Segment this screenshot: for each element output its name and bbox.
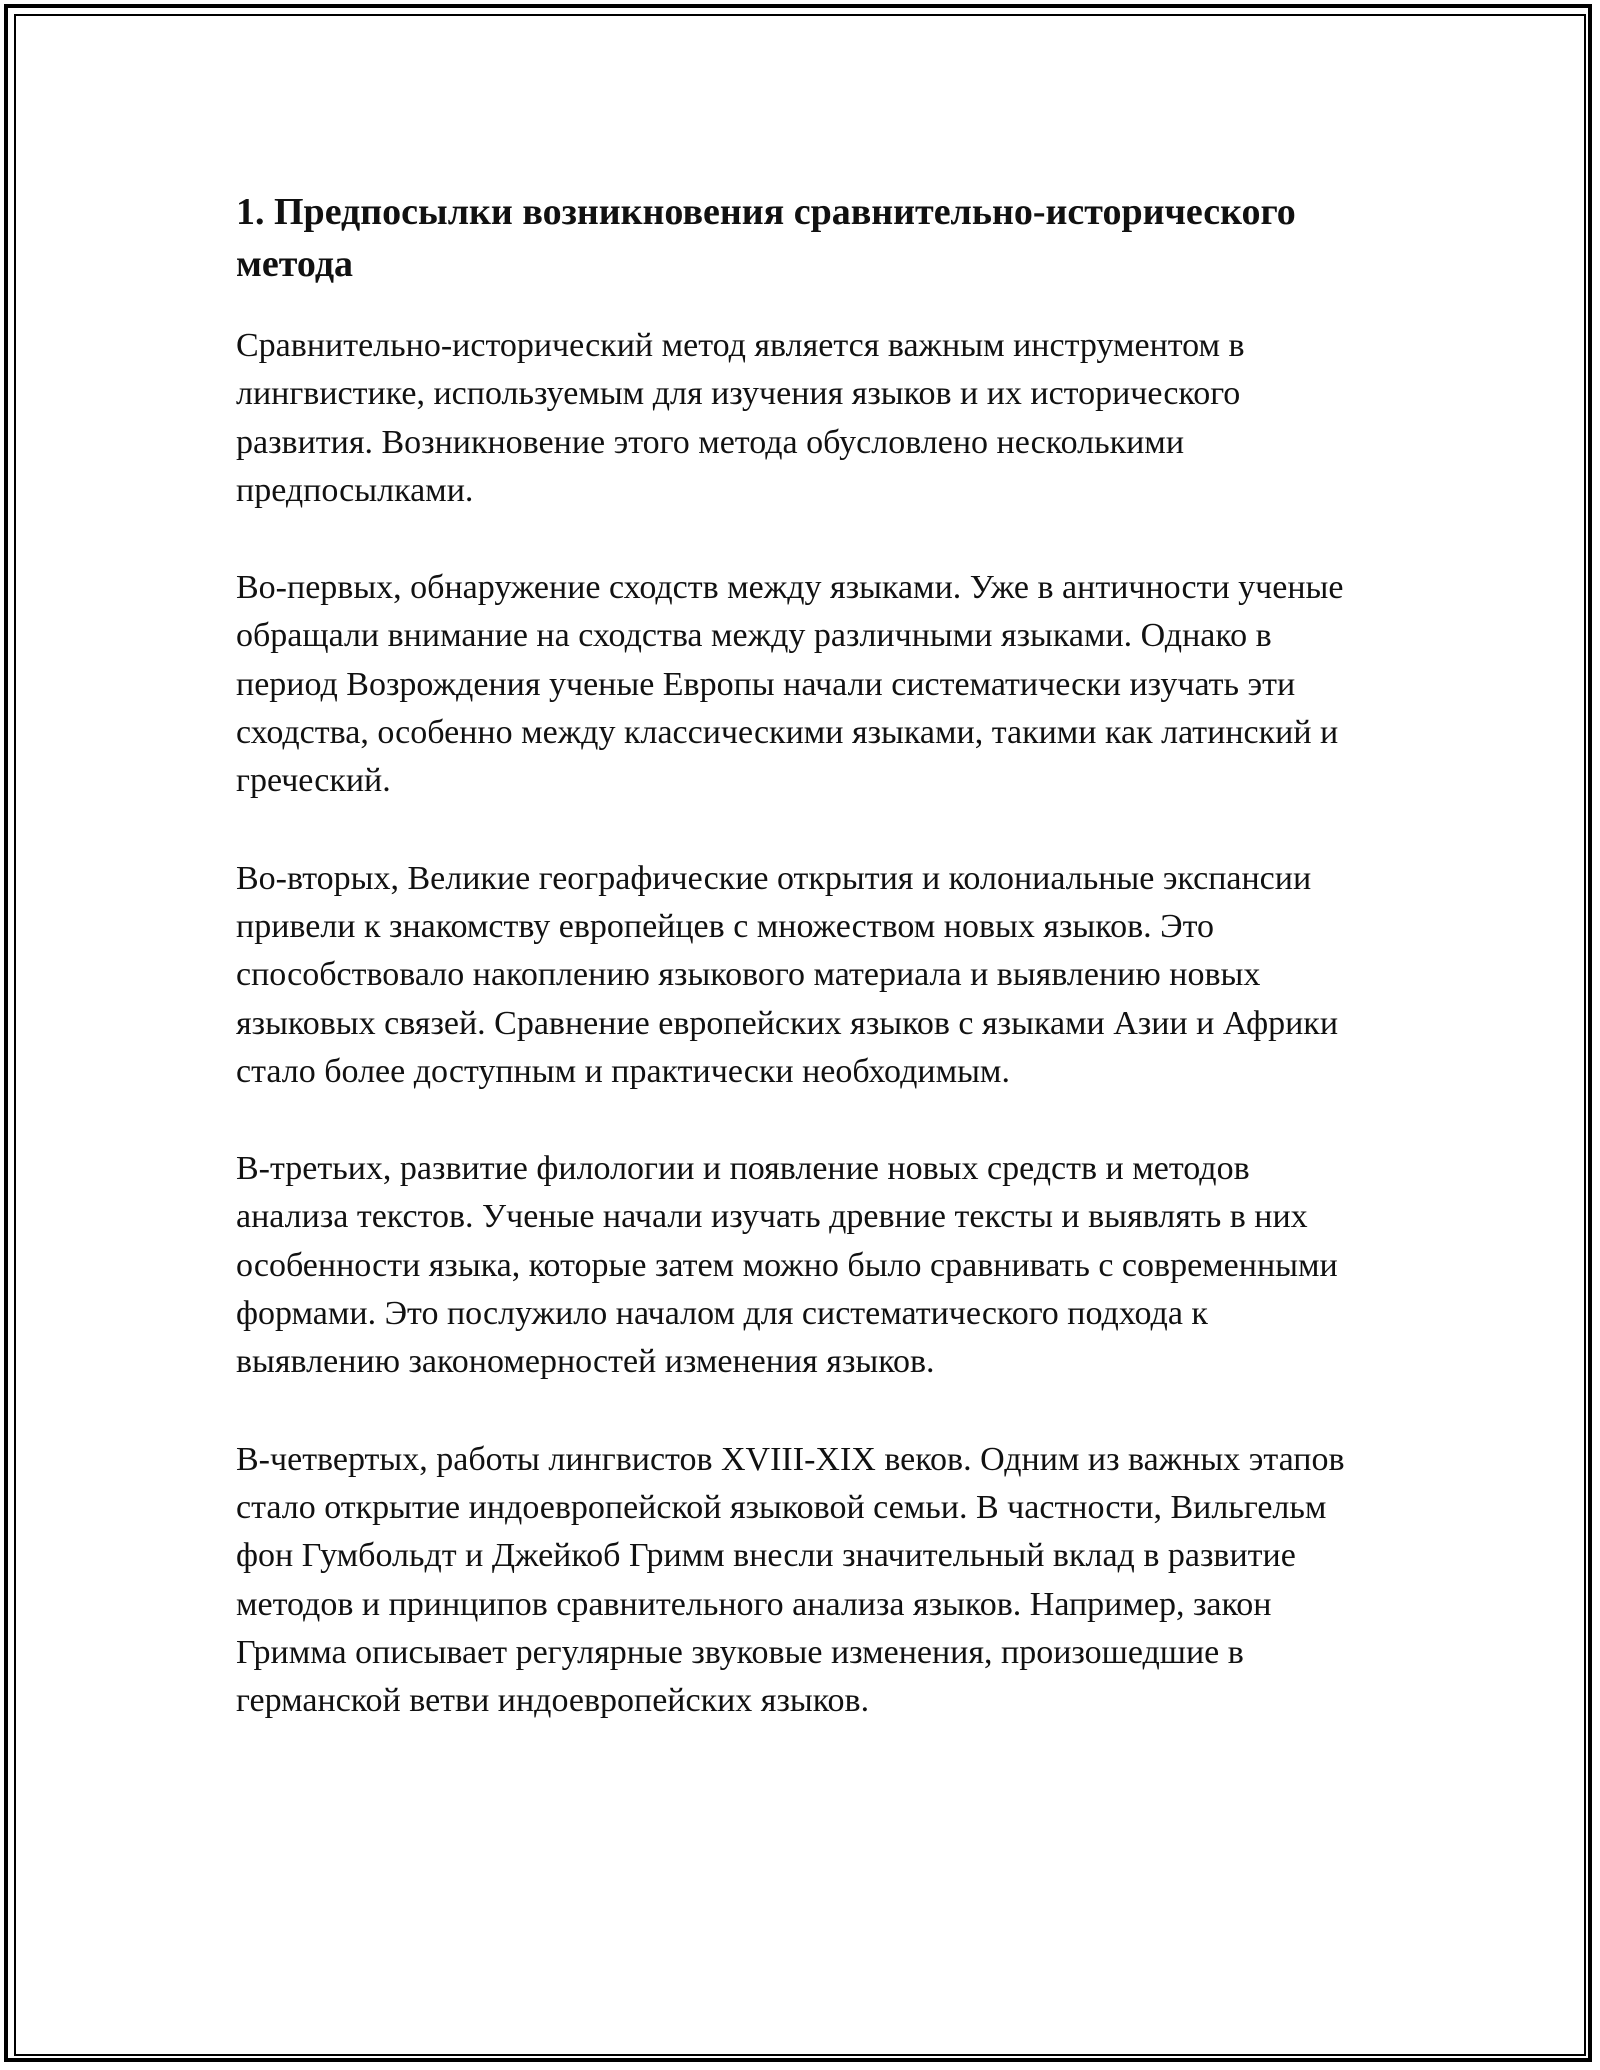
paragraph-intro: Сравнительно-исторический метод является важным инструментом в лингвистике, используемым для изучения языков и их исторического развития. Возникновение этого метода обусловлено несколькими предпосылками. [236, 327, 1245, 509]
paragraph-fourth: В-четвертых, работы лингвистов XVIII-XIX веков. Одним из важных этапов стало открытие индоевропейской языковой семьи. В частности, Вильгельм фон Гумбольдт и Джейкоб Гримм внесли значительный вклад в развитие методов и принципов сравнительного анализа языков. Например, закон Гримма описывает регулярные звуковые изменения, произошедшие в германской ветви индоевропейских языков. [236, 1440, 1345, 1720]
paragraph-first: Во-первых, обнаружение сходств между языками. Уже в античности ученые обращали внимание на сходства между различными языками. Однако в период Возрождения ученые Европы начали систематически изучать эти сходства, особенно между классическими языками, такими как латинский и греческий. [236, 569, 1344, 800]
section-heading: 1. Предпосылки возникновения сравнительно-исторического метода [236, 191, 1296, 285]
paragraph-second: Во-вторых, Великие географические открытия и колониальные экспансии привели к знакомству европейцев с множеством новых языков. Это способствовало накоплению языкового материала и выявлению новых языковых связей. Сравнение европейских языков с языками Азии и Африки стало более доступным и практически необходимым. [236, 859, 1339, 1090]
document-body [236, 186, 1366, 1774]
paragraph-third: В-третьих, развитие филологии и появление новых средств и методов анализа текстов. Ученые начали изучать древние тексты и выявлять в них особенности языка, которые затем можно было сравнивать с современными формами. Это послужило началом для систематического подхода к выявлению закономерностей изменения языков. [236, 1150, 1338, 1381]
